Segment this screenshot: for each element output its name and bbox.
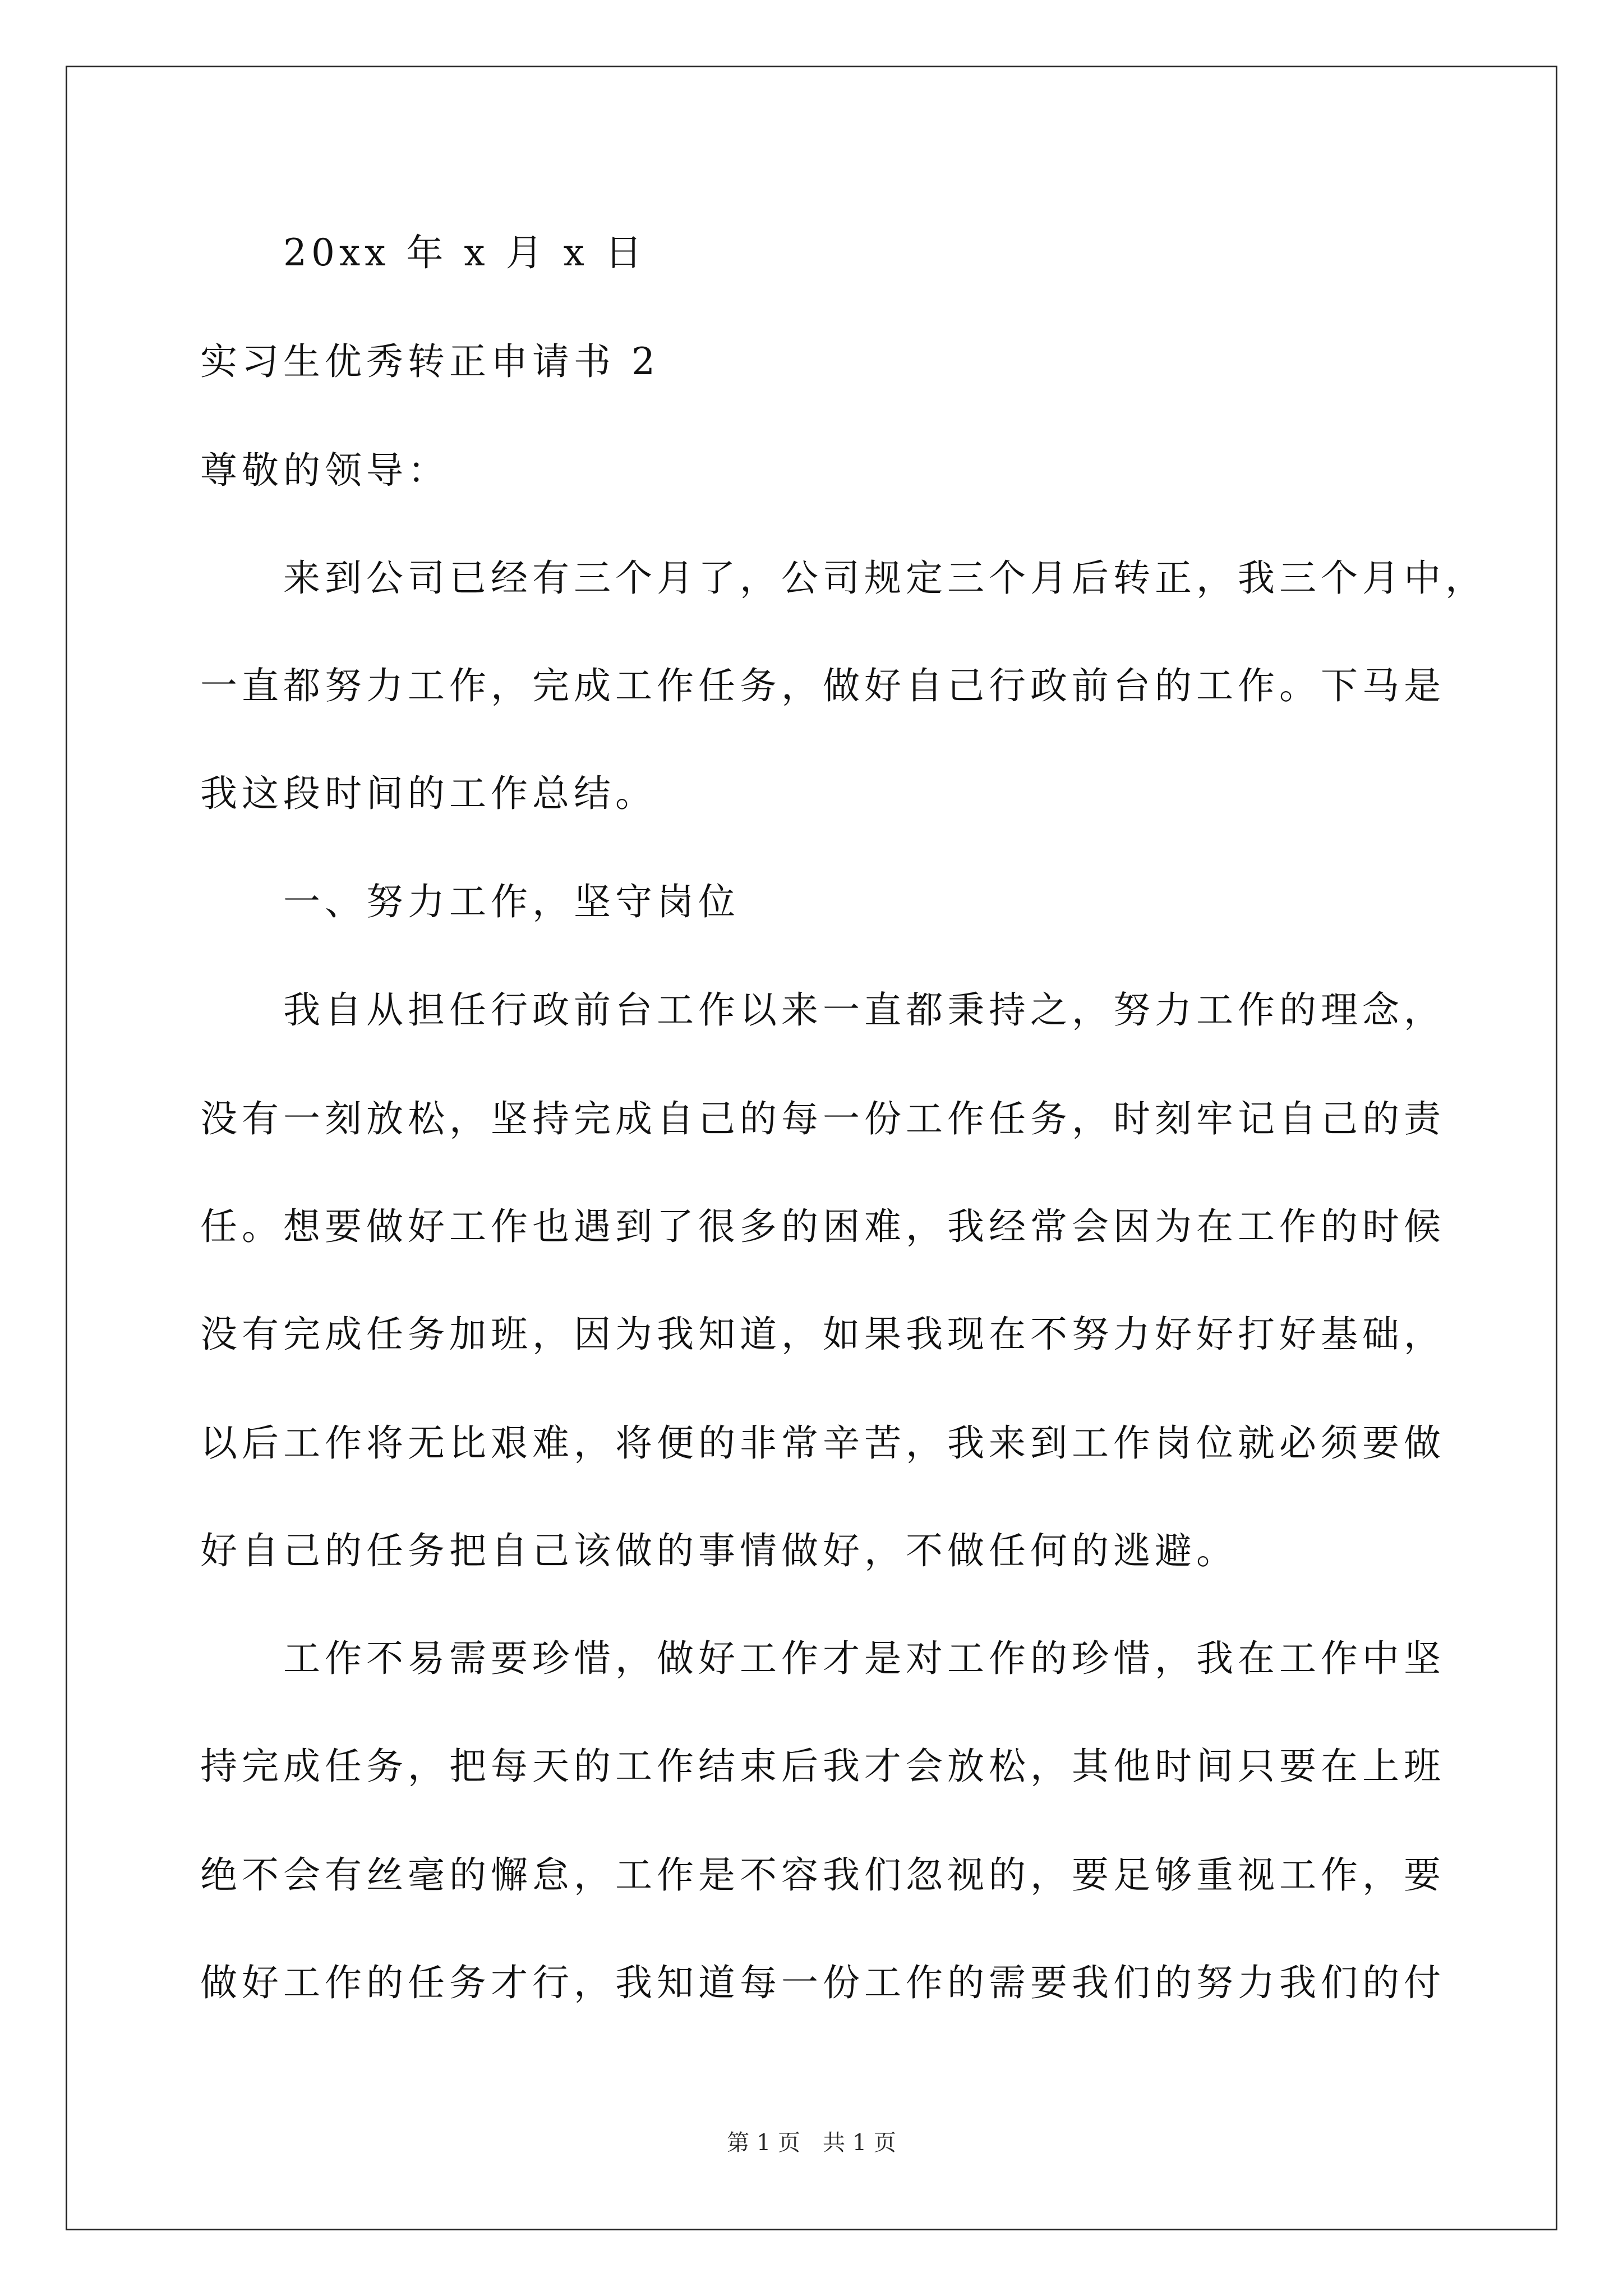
page-number-footer: 第 1 页 共 1 页 xyxy=(727,2130,896,2156)
paragraph-line: 没有完成任务加班，因为我知道，如果我现在不努力好好打好基础， xyxy=(200,1313,1445,1356)
document-title: 实习生优秀转正申请书 2 xyxy=(200,340,660,383)
paragraph-line: 任。想要做好工作也遇到了很多的困难，我经常会因为在工作的时候 xyxy=(200,1205,1445,1248)
paragraph-line: 以后工作将无比艰难，将便的非常辛苦，我来到工作岗位就必须要做 xyxy=(200,1421,1445,1465)
paragraph-line: 来到公司已经有三个月了，公司规定三个月后转正，我三个月中， xyxy=(283,556,1487,600)
paragraph-line: 工作不易需要珍惜，做好工作才是对工作的珍惜，我在工作中坚 xyxy=(283,1637,1445,1680)
paragraph-line: 绝不会有丝毫的懈怠，工作是不容我们忽视的，要足够重视工作，要 xyxy=(200,1853,1445,1897)
paragraph-line: 好自己的任务把自己该做的事情做好，不做任何的逃避。 xyxy=(200,1529,1238,1572)
paragraph-line: 没有一刻放松，坚持完成自己的每一份工作任务，时刻牢记自己的责 xyxy=(200,1097,1445,1140)
page-border xyxy=(66,66,1557,2230)
section-heading: 一、努力工作，坚守岗位 xyxy=(283,880,740,923)
salutation: 尊敬的领导： xyxy=(200,449,449,492)
date-line: 20xx 年 x 月 x 日 xyxy=(283,231,647,274)
paragraph-line: 持完成任务，把每天的工作结束后我才会放松，其他时间只要在上班 xyxy=(200,1745,1445,1788)
paragraph-line: 我自从担任行政前台工作以来一直都秉持之，努力工作的理念， xyxy=(283,988,1445,1032)
paragraph-line: 做好工作的任务才行，我知道每一份工作的需要我们的努力我们的付 xyxy=(200,1961,1445,2004)
paragraph-line: 我这段时间的工作总结。 xyxy=(200,772,657,815)
paragraph-line: 一直都努力工作，完成工作任务，做好自己行政前台的工作。下马是 xyxy=(200,664,1445,707)
